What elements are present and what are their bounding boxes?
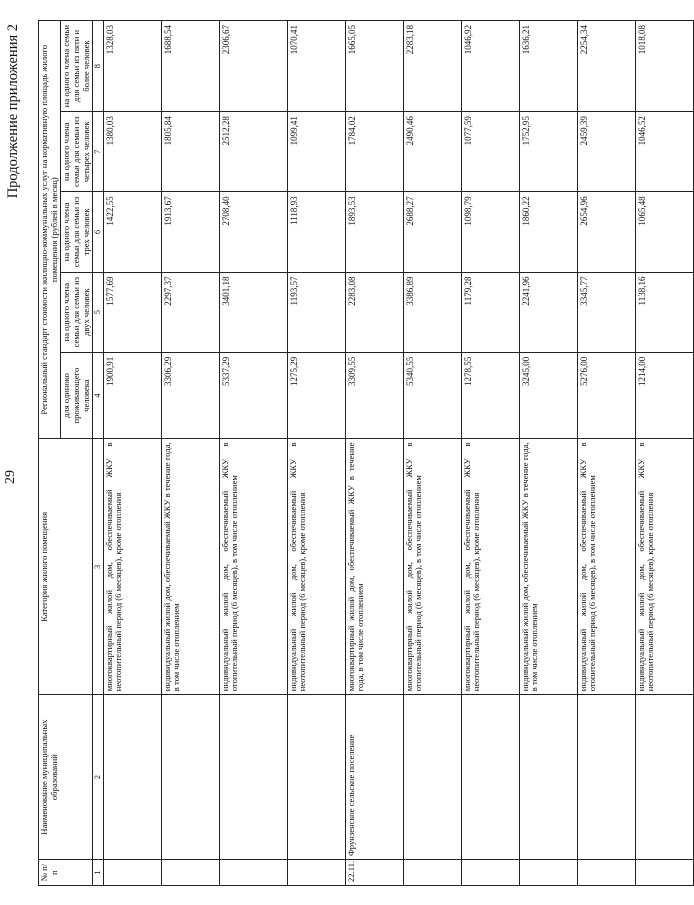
housing-category: индивидуальный жилой дом, обеспечиваемый ЖКУ в течение года, в том числе отоплением <box>161 439 219 695</box>
housing-category: индивидуальный жилой дом, обеспечиваемый ЖКУ в течение года, в том числе отоплением <box>519 439 577 695</box>
municipality-name: Фрунзенское сельское поселение <box>345 695 403 860</box>
header-family-5plus: на одного члена семьи для семьи из пяти и более человек <box>61 21 93 112</box>
table-body <box>103 21 693 886</box>
standard-value: 2254,34 <box>577 21 635 112</box>
standard-value: 1893,53 <box>345 192 403 272</box>
standard-value: 2297,37 <box>161 272 219 352</box>
municipality-name <box>161 695 219 860</box>
header-family-3: на одного члена семьи для семьи из трех человек <box>61 192 93 272</box>
municipality-name <box>287 695 345 860</box>
column-index: 1 <box>93 860 104 886</box>
standard-value: 3309,55 <box>345 352 403 439</box>
standard-value: 3245,00 <box>519 352 577 439</box>
standard-value: 1070,41 <box>287 21 345 112</box>
standard-value: 2708,40 <box>219 192 287 272</box>
standard-value: 1577,69 <box>103 272 161 352</box>
standard-value: 1805,84 <box>161 112 219 192</box>
standard-value: 1688,54 <box>161 21 219 112</box>
column-index: 2 <box>93 695 104 860</box>
municipality-name <box>219 695 287 860</box>
municipality-name <box>103 695 161 860</box>
standard-value: 1422,55 <box>103 192 161 272</box>
standard-value: 5337,29 <box>219 352 287 439</box>
header-standard-group: Региональный стандарт стоимости жилищно-коммунальных услуг на нормативную площадь жилого помещения (рублей в месяц) <box>39 21 61 439</box>
header-single: для одиноко проживающего человека <box>61 352 93 439</box>
row-number <box>403 860 461 886</box>
standard-value: 1900,91 <box>103 352 161 439</box>
standard-value: 5276,00 <box>577 352 635 439</box>
standard-value: 1752,95 <box>519 112 577 192</box>
row-number <box>635 860 693 886</box>
standard-value: 1098,79 <box>461 192 519 272</box>
standard-value: 1118,93 <box>287 192 345 272</box>
standard-value: 1138,16 <box>635 272 693 352</box>
standard-value: 1065,48 <box>635 192 693 272</box>
header-num: № п/п <box>39 860 93 886</box>
table-row <box>519 21 577 886</box>
header-family-2: на одного члена семьи для семьи из двух человек <box>61 272 93 352</box>
header-category: Категория жилого помещения <box>39 439 93 695</box>
table-row <box>461 21 519 886</box>
rotated-page <box>2 18 656 888</box>
housing-category: многоквартирный жилой дом, обеспечиваемый ЖКУ в течение года, в том числе отоплением <box>345 439 403 695</box>
standard-value: 2283,18 <box>403 21 461 112</box>
standard-value: 1046,92 <box>461 21 519 112</box>
column-index: 3 <box>93 439 104 695</box>
housing-category: многоквартирный жилой дом, обеспечиваемый ЖКУ в неотопительный период (6 месяцев), кроме отопления <box>103 439 161 695</box>
standard-value: 1913,67 <box>161 192 219 272</box>
row-number <box>161 860 219 886</box>
column-index: 5 <box>93 272 104 352</box>
standard-value: 1046,52 <box>635 112 693 192</box>
housing-category: индивидуальный жилой дом, обеспечиваемый ЖКУ в отопительный период (6 месяцев), в том числе отоплением <box>577 439 635 695</box>
standards-table <box>38 20 694 886</box>
standard-value: 1099,41 <box>287 112 345 192</box>
standard-value: 2241,96 <box>519 272 577 352</box>
standard-value: 1328,03 <box>103 21 161 112</box>
row-number: 22.11. <box>345 860 403 886</box>
housing-category: индивидуальный жилой дом, обеспечиваемый ЖКУ в отопительный период (6 месяцев), в том числе отоплением <box>219 439 287 695</box>
municipality-name <box>635 695 693 860</box>
standard-value: 1380,03 <box>103 112 161 192</box>
standard-value: 3401,18 <box>219 272 287 352</box>
column-index-row <box>93 21 104 886</box>
standard-value: 1018,08 <box>635 21 693 112</box>
table-row <box>161 21 219 886</box>
municipality-name <box>461 695 519 860</box>
standard-value: 1193,57 <box>287 272 345 352</box>
standard-value: 3386,89 <box>403 272 461 352</box>
housing-category: индивидуальный жилой дом, обеспечиваемый ЖКУ в неотопительный период (6 месяцев), кроме отопления <box>635 439 693 695</box>
housing-category: многоквартирный жилой дом, обеспечиваемый ЖКУ в неотопительный период (6 месяцев), кроме отопления <box>461 439 519 695</box>
table-row <box>287 21 345 886</box>
column-index: 8 <box>93 21 104 112</box>
standard-value: 5340,55 <box>403 352 461 439</box>
standard-value: 1077,59 <box>461 112 519 192</box>
standard-value: 1278,55 <box>461 352 519 439</box>
standard-value: 1665,05 <box>345 21 403 112</box>
column-index: 4 <box>93 352 104 439</box>
standard-value: 2688,27 <box>403 192 461 272</box>
standard-value: 2654,96 <box>577 192 635 272</box>
table-row <box>345 21 403 886</box>
standard-value: 2283,08 <box>345 272 403 352</box>
municipality-name <box>519 695 577 860</box>
row-number <box>519 860 577 886</box>
table-row <box>577 21 635 886</box>
appendix-label: Продолжение приложения 2 <box>5 24 21 199</box>
row-number <box>461 860 519 886</box>
table-row <box>635 21 693 886</box>
municipality-name <box>403 695 461 860</box>
standard-value: 1179,28 <box>461 272 519 352</box>
header-family-4: на одного члена семьи для семьи из четырех человек <box>61 112 93 192</box>
standard-value: 1860,22 <box>519 192 577 272</box>
page-number: 29 <box>3 470 18 484</box>
standard-value: 2459,39 <box>577 112 635 192</box>
row-number <box>103 860 161 886</box>
table-row <box>219 21 287 886</box>
column-index: 7 <box>93 112 104 192</box>
column-index: 6 <box>93 192 104 272</box>
standard-value: 2306,67 <box>219 21 287 112</box>
row-number <box>219 860 287 886</box>
municipality-name <box>577 695 635 860</box>
standard-value: 1214,00 <box>635 352 693 439</box>
row-number <box>577 860 635 886</box>
standard-value: 3306,29 <box>161 352 219 439</box>
table-row <box>403 21 461 886</box>
standard-value: 3345,77 <box>577 272 635 352</box>
standard-value: 2512,28 <box>219 112 287 192</box>
housing-category: многоквартирный жилой дом, обеспечиваемый ЖКУ в отопительный период (6 месяцев), в том числе отоплением <box>403 439 461 695</box>
standard-value: 1784,02 <box>345 112 403 192</box>
standard-value: 1275,29 <box>287 352 345 439</box>
header-municipality: Наименование муниципальных образований <box>39 695 93 860</box>
standard-value: 1636,21 <box>519 21 577 112</box>
row-number <box>287 860 345 886</box>
table-row <box>103 21 161 886</box>
standard-value: 2490,46 <box>403 112 461 192</box>
housing-category: индивидуальный жилой дом, обеспечиваемый ЖКУ в неотопительный период (6 месяцев), кроме отопления <box>287 439 345 695</box>
